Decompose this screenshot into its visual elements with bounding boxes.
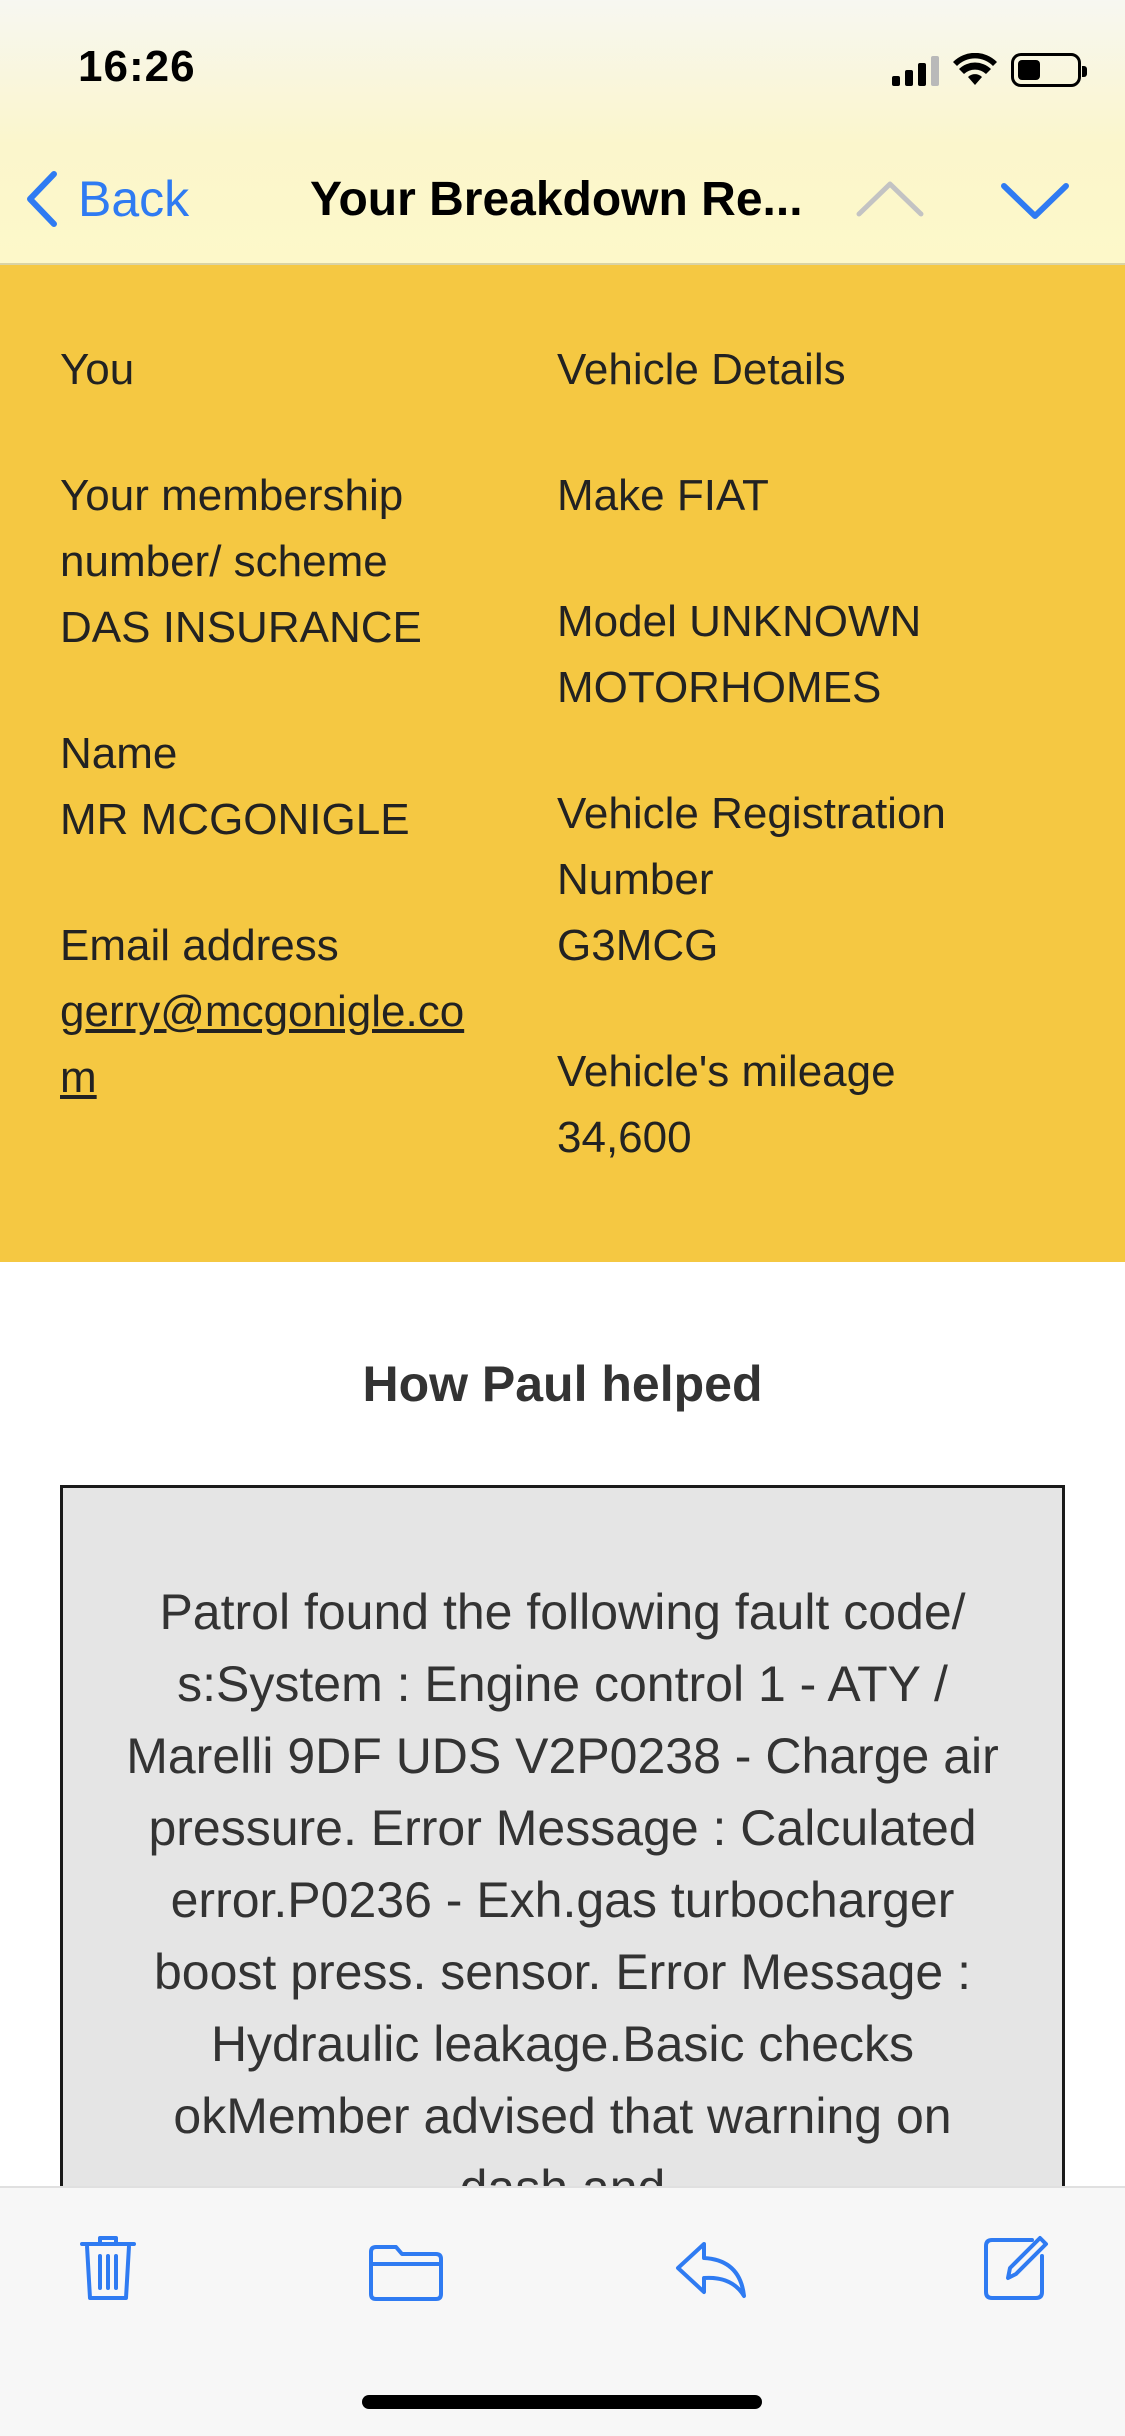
registration-label-line-1: Vehicle Registration [557, 789, 946, 838]
vehicle-make: Make FIAT [557, 471, 769, 520]
header [0, 0, 1125, 265]
page-title: Your Breakdown Re... [310, 173, 803, 226]
registration-label-line-2: Number [557, 855, 714, 904]
mileage-value: 34,600 [557, 1113, 692, 1162]
email-link-line-2[interactable]: m [60, 1053, 97, 1102]
section-heading: How Paul helped [362, 1356, 763, 1412]
member-details [60, 337, 510, 1111]
chevron-up-icon[interactable] [855, 170, 925, 230]
cellular-signal-icon [892, 54, 939, 86]
details-panel [0, 265, 1125, 1262]
home-indicator[interactable] [362, 2395, 762, 2409]
trash-icon[interactable] [78, 2232, 138, 2304]
wifi-icon [953, 53, 997, 87]
vehicle-model-line-2: MOTORHOMES [557, 663, 882, 712]
email-link-line-1[interactable]: gerry@mcgonigle.co [60, 987, 465, 1036]
email-label: Email address [60, 921, 339, 970]
status-icons [892, 50, 1081, 90]
member-heading: You [60, 345, 135, 394]
navigation-bar [0, 150, 1125, 250]
name-label: Name [60, 729, 178, 778]
membership-label-line-2: number/ scheme [60, 537, 388, 586]
vehicle-details [557, 337, 1077, 1171]
vehicle-heading: Vehicle Details [557, 345, 846, 394]
patrol-notes: Patrol found the following fault code/ s:System : Engine control 1 - ATY / Marelli 9DF UDS V2P0238 - Charge air pressure. Error Message : Calculated error.P0236 - Exh.gas turbocharger boost press. sensor. Error Message : Hydraulic leakage.Basic checks okMember advised that warning on [60, 1485, 1065, 2436]
vehicle-model-line-1: Model UNKNOWN [557, 597, 922, 646]
reply-icon[interactable] [674, 2238, 748, 2300]
mileage-label: Vehicle's mileage [557, 1047, 896, 1096]
back-button[interactable] [24, 164, 189, 234]
folder-icon[interactable] [368, 2244, 444, 2302]
membership-label-line-1: Your membership [60, 471, 404, 520]
name-value: MR MCGONIGLE [60, 795, 410, 844]
chevron-left-icon [24, 170, 58, 228]
compose-icon[interactable] [982, 2234, 1050, 2302]
battery-icon [1011, 53, 1081, 87]
membership-value: DAS INSURANCE [60, 603, 422, 652]
chevron-down-icon[interactable] [1000, 170, 1070, 230]
back-label: Back [78, 171, 190, 227]
registration-value: G3MCG [557, 921, 719, 970]
status-time: 16:26 [78, 42, 196, 91]
